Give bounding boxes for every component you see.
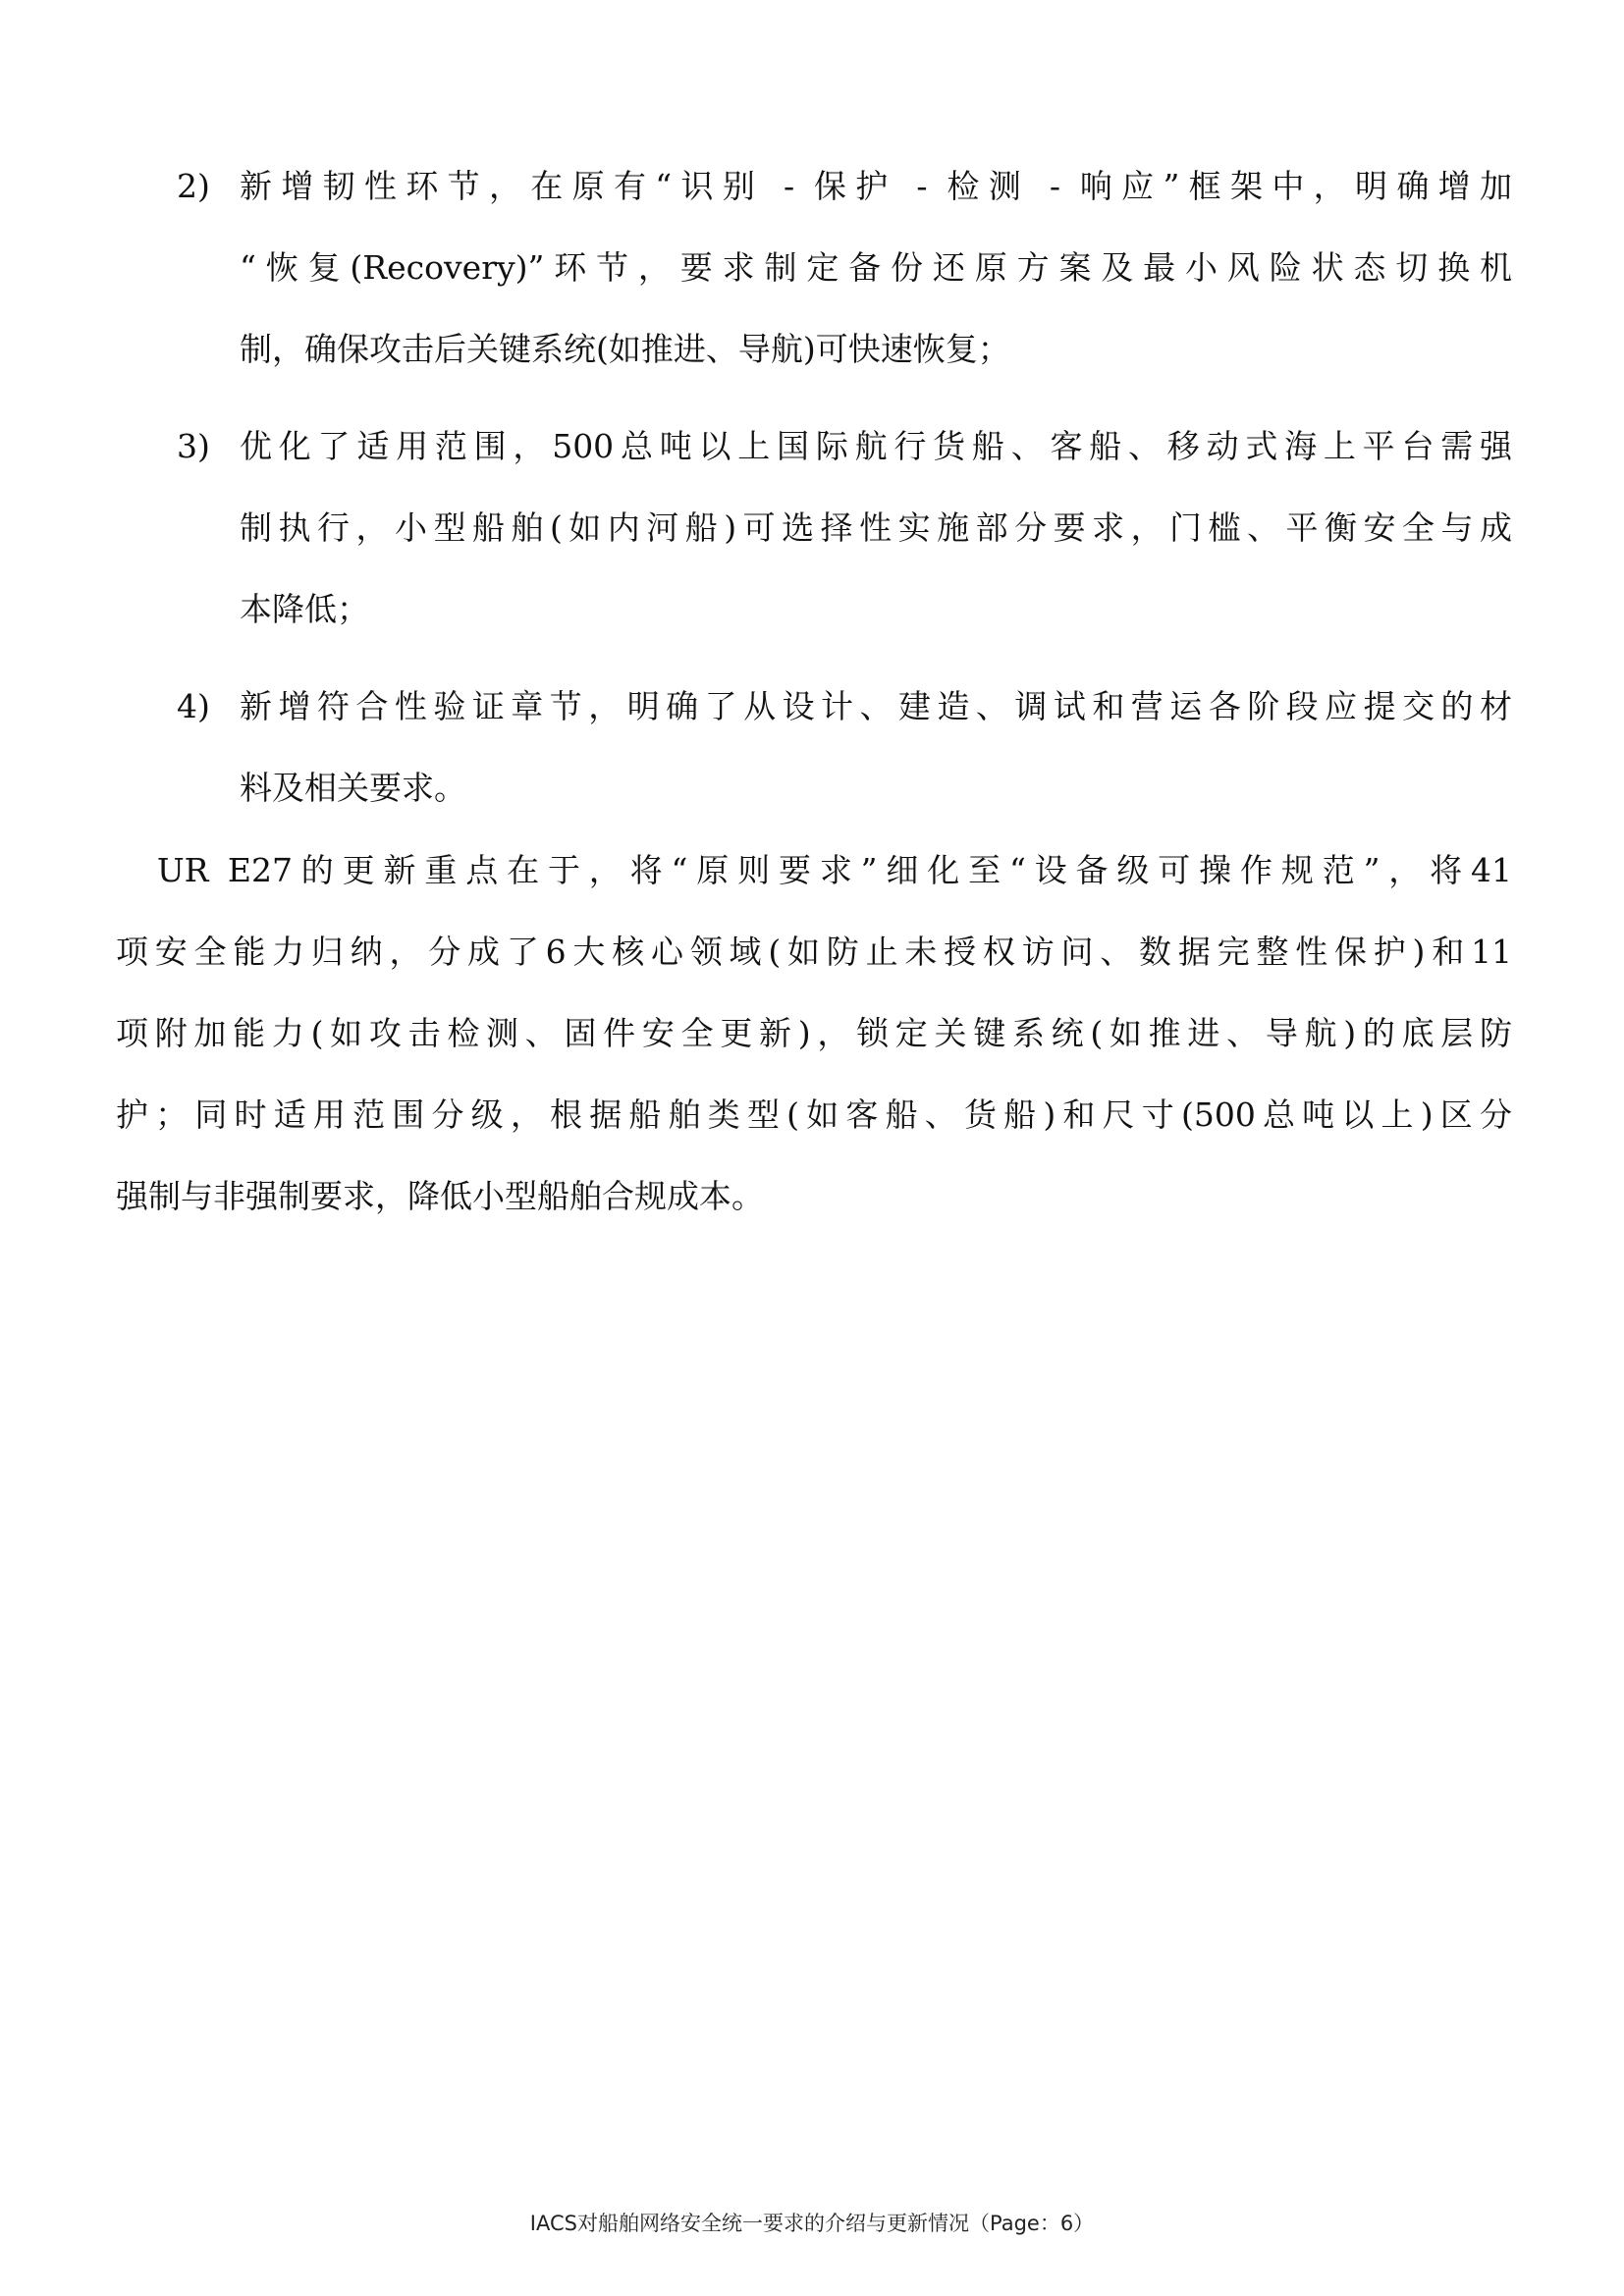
list-item-text [240,405,1512,650]
list-item-text [240,666,1512,828]
text-line: 料及相关要求。 [240,769,466,807]
list-item-number: 2) [177,167,210,205]
page-footer: IACS对船舶网络安全统一要求的介绍与更新情况（Page：6） [529,2212,1095,2235]
text-line: 护；同时适用范围分级，根据船舶类型(如客船、货船)和尺寸(500总吨以上)区分 [116,1095,1512,1134]
text-line: 优化了适用范围，500总吨以上国际航行货船、客船、移动式海上平台需强 [240,427,1512,465]
text-line: 新增符合性验证章节，明确了从设计、建造、调试和营运各阶段应提交的材 [240,687,1512,725]
text-line: “恢复(Recovery)”环节，要求制定备份还原方案及最小风险状态切换机 [240,248,1512,287]
text-line: 项安全能力归纳，分成了6大核心领域(如防止未授权访问、数据完整性保护)和11 [116,933,1512,971]
list-item-number: 3) [177,427,210,465]
text-line: 新增韧性环节，在原有“识别 - 保护 - 检测 - 响应”框架中，明确增加 [240,167,1512,205]
text-line: 项附加能力(如攻击检测、固件安全更新)，锁定关键系统(如推进、导航)的底层防 [116,1014,1512,1052]
text-line: 制，确保攻击后关键系统(如推进、导航)可快速恢复； [240,330,1010,368]
text-line: 制执行，小型船舶(如内河船)可选择性实施部分要求，门槛、平衡安全与成 [240,508,1512,547]
summary-paragraph [116,829,1512,1237]
list-item-text [240,145,1512,390]
list-item-number: 4) [177,687,210,725]
text-line: 强制与非强制要求，降低小型船舶合规成本。 [116,1177,764,1215]
text-line: 本降低； [240,590,369,628]
text-line: UR E27的更新重点在于，将“原则要求”细化至“设备级可操作规范”，将41 [116,851,1512,889]
